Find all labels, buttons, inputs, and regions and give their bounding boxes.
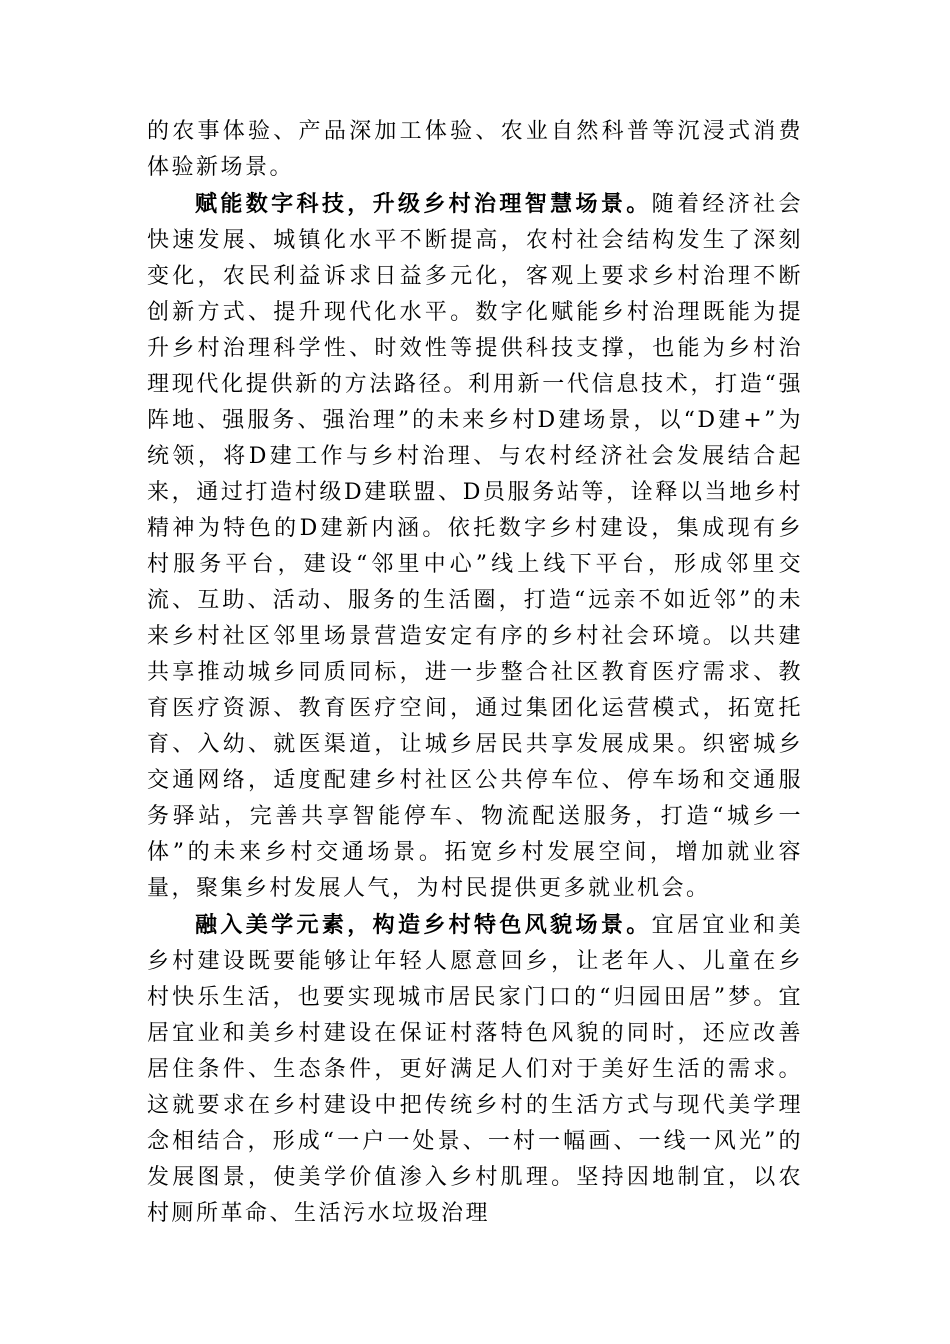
paragraph-body: 宜居宜业和美乡村建设既要能够让年轻人愿意回乡，让老年人、儿童在乡村快乐生活，也要实现城市居民家门口的“归园田居”梦。宜居宜业和美乡村建设在保证村落特色风貌的同时，还应改善居住条件、生态条件，更好满足人们对于美好生活的需求。这就要求在乡村建设中把传统乡村的生活方式与现代美学理念相结合，形成“一户一处景、一村一幅画、一线一风光”的发展图景，使美学价值渗入乡村肌理。坚持因地制宜，以农村厕所革命、生活污水垃圾治理 — [147, 913, 803, 1226]
document-page — [147, 114, 803, 1232]
paragraph-heading: 赋能数字科技，升级乡村治理智慧场景。 — [195, 191, 652, 217]
paragraph-body: 的农事体验、产品深加工体验、农业自然科普等沉浸式消费体验新场景。 — [147, 119, 803, 180]
paragraph-body: 随着经济社会快速发展、城镇化水平不断提高，农村社会结构发生了深刻变化，农民利益诉求日益多元化，客观上要求乡村治理不断创新方式、提升现代化水平。数字化赋能乡村治理既能为提升乡村治理科学性、时效性等提供科技支撑，也能为乡村治理现代化提供新的方法路径。利用新一代信息技术，打造“强阵地、强服务、强治理”的未来乡村D建场景，以“D建+”为统领，将D建工作与乡村治理、与农村经济社会发展结合起来，通过打造村级D建联盟、D员服务站等，诠释以当地乡村精神为特色的D建新内涵。依托数字乡村建设，集成现有乡村服务平台，建设“邻里中心”线上线下平台，形成邻里交流、互助、活动、服务的生活圈，打造“远亲不如近邻”的未来乡村社区邻里场景营造安定有序的乡村社会环境。以共建共享推动城乡同质同标，进一步整合社区教育医疗需求、教育医疗资源、教育医疗空间，通过集团化运营模式，拓宽托育、入幼、就医渠道，让城乡居民共享发展成果。织密城乡交通网络，适度配建乡村社区公共停车位、停车场和交通服务驿站，完善共享智能停车、物流配送服务，打造“城乡一体”的未来乡村交通场景。拓宽乡村发展空间，增加就业容量，聚集乡村发展人气，为村民提供更多就业机会。 — [147, 192, 803, 901]
paragraph-continuation — [147, 114, 803, 186]
paragraph-digital-governance — [147, 186, 803, 907]
paragraph-aesthetic-landscape — [147, 907, 803, 1232]
paragraph-heading: 融入美学元素，构造乡村特色风貌场景。 — [195, 912, 652, 938]
